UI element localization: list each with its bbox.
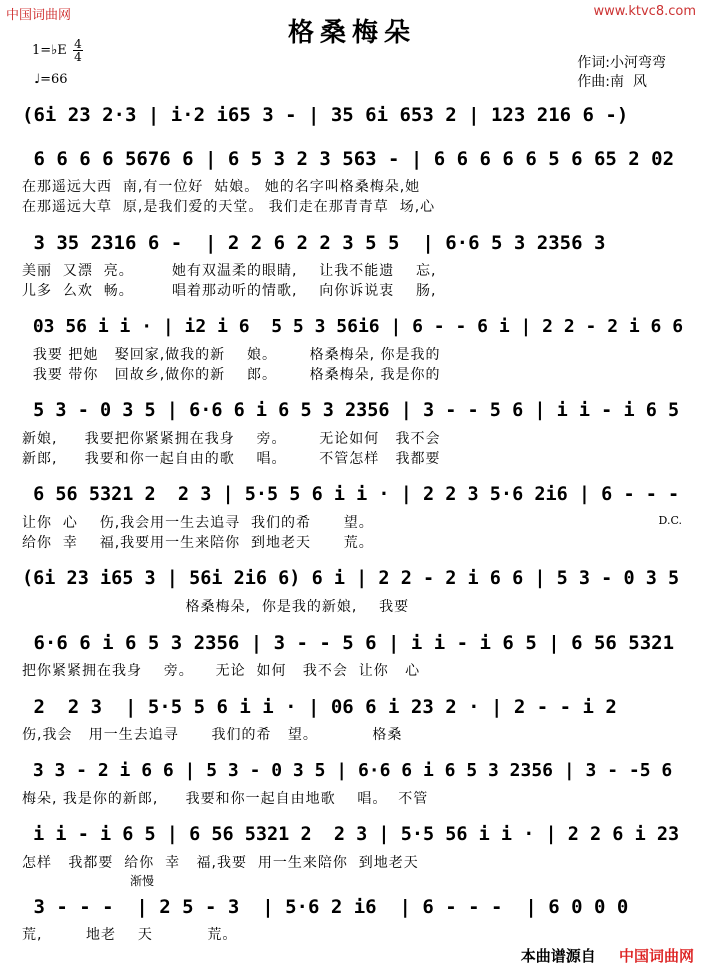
tempo-marking: ♩=66 <box>34 72 68 87</box>
notation-line: 03 56 i i · | i2 i 6 5 5 3 56i6 | 6 - - 6 i | 2 2 - 2 i 6 6 <box>22 316 684 337</box>
watermark-top-left: 中国词曲网 <box>6 8 72 23</box>
lyric-line: 伤,我会 用一生去追寻 我们的希 望。 格桑 <box>22 727 403 743</box>
footer-source: 本曲谱源自 <box>520 947 596 965</box>
notation-line: (6i 23 2·3 | i·2 i65 3 - | 35 6i 653 2 | 123 216 6 -) <box>22 104 629 126</box>
lyric-line: 让你 心 伤,我会用一生去追寻 我们的希 望。 <box>22 515 374 531</box>
lyric-line: 给你 幸 福,我要用一生来陪你 到地老天 荒。 <box>22 535 374 551</box>
lyric-line: 荒, 地老 天 荒。 <box>22 927 238 943</box>
footer <box>521 945 694 966</box>
ritardando-mark: 渐慢 <box>130 874 155 888</box>
notation-line: 3 35 2316 6 - | 2 2 6 2 2 3 5 5 | 6·6 5 3 2356 3 <box>22 232 606 254</box>
lyric-line: 我要 带你 回故乡,做你的新 郎。 格桑梅朵, 我是你的 <box>22 367 441 383</box>
notation-line: 6 6 6 6 5676 6 | 6 5 3 2 3 563 - | 6 6 6 6 6 5 6 65 2 02 <box>22 148 675 170</box>
notation-line: 3 3 - 2 i 6 6 | 5 3 - 0 3 5 | 6·6 6 i 6 5 3 2356 | 3 - -5 6 <box>22 760 673 781</box>
watermark-top-right: www.ktvc8.com <box>593 4 696 19</box>
notation-line: 3 - - - | 2 5 - 3 | 5·6 2 i6 | 6 - - - | 6 0 0 0 <box>22 896 629 918</box>
notation-line: i i - i 6 5 | 6 56 5321 2 2 3 | 5·5 56 i i · | 2 2 6 i 23 <box>22 824 680 845</box>
lyric-line: 在那遥远大西 南,有一位好 姑娘。 她的名字叫格桑梅朵,她 <box>22 179 421 195</box>
lyric-line: 新郎, 我要和你一起自由的歌 唱。 不管怎样 我都要 <box>22 451 441 467</box>
lyric-line: 我要 把她 娶回家,做我的新 娘。 格桑梅朵, 你是我的 <box>22 347 441 363</box>
key-label: 1=♭E <box>32 43 67 58</box>
lyric-line: 怎样 我都要 给你 幸 福,我要 用一生来陪你 到地老天 <box>22 855 419 871</box>
time-top: 4 <box>74 37 82 51</box>
dc-mark: D.C. <box>658 514 682 527</box>
footer-site: 中国词曲网 <box>618 947 694 965</box>
song-title: 格桑梅朵 <box>287 18 416 48</box>
lyric-line: 儿多 么欢 畅。 唱着那动听的情歌, 向你诉说衷 肠, <box>22 283 437 299</box>
notation-line: 5 3 - 0 3 5 | 6·6 6 i 6 5 3 2356 | 3 - - 5 6 | i i - i 6 5 <box>22 400 680 421</box>
time-bottom: 4 <box>74 50 82 64</box>
key-signature <box>32 38 83 63</box>
time-signature <box>73 38 83 63</box>
notation-line: 6 56 5321 2 2 3 | 5·5 5 6 i i · | 2 2 3 5·6 2i6 | 6 - - - <box>22 484 680 505</box>
lyric-line: 格桑梅朵, 你是我的新娘, 我要 <box>22 599 410 615</box>
lyricist: 作词:小河弯弯 <box>577 55 666 71</box>
lyric-line: 把你紧紧拥在我身 旁。 无论 如何 我不会 让你 心 <box>22 663 421 679</box>
notation-line: 2 2 3 | 5·5 5 6 i i · | 06 6 i 23 2 · | 2 - - i 2 <box>22 696 617 718</box>
lyric-line: 美丽 又漂 亮。 她有双温柔的眼睛, 让我不能遗 忘, <box>22 263 437 279</box>
composer: 作曲:南 风 <box>577 74 647 90</box>
lyric-line: 在那遥远大草 原,是我们爱的天堂。 我们走在那青青草 场,心 <box>22 199 436 215</box>
notation-line: (6i 23 i65 3 | 56i 2i6 6) 6 i | 2 2 - 2 i 6 6 | 5 3 - 0 3 5 <box>22 568 680 589</box>
lyric-line: 新娘, 我要把你紧紧拥在我身 旁。 无论如何 我不会 <box>22 431 441 447</box>
credits <box>577 54 666 92</box>
lyric-line: 梅朵, 我是你的新郎, 我要和你一起自由地歌 唱。 不管 <box>22 791 429 807</box>
notation-line: 6·6 6 i 6 5 3 2356 | 3 - - 5 6 | i i - i 6 5 | 6 56 5321 <box>22 632 675 654</box>
